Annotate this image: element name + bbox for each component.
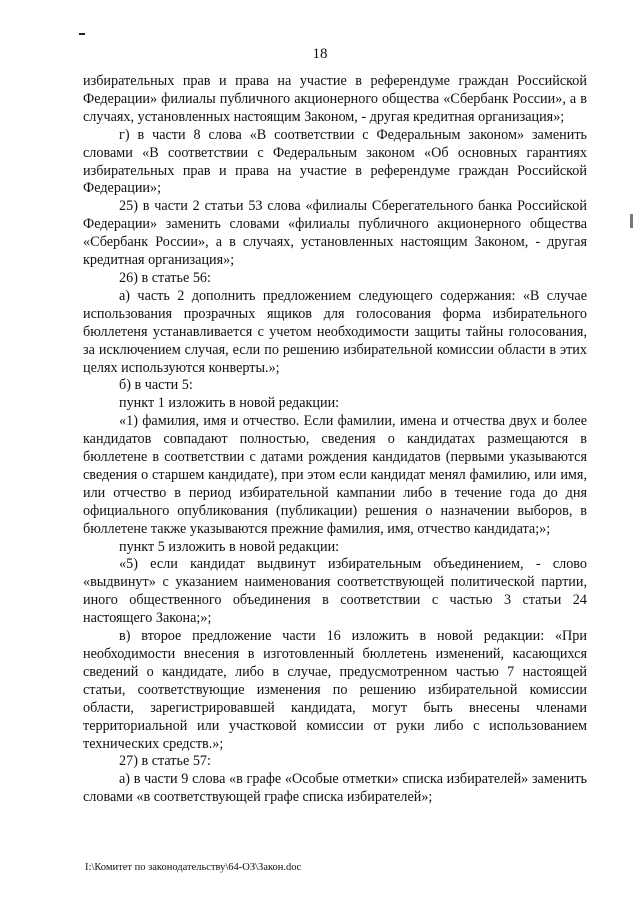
paragraph-point-1-intro: пункт 1 изложить в новой редакции: xyxy=(119,395,340,412)
paragraph-continuation: избирательных прав и права на участие в референдуме граждан Российской Федерации» филиалы публичного акционерного общества «Сбербанк России», а в случаях, установленных настоящим Законом, - другая кредитная организация»; xyxy=(83,73,587,125)
scan-artifact-mark xyxy=(79,33,85,35)
paragraph-point-1-text: «1) фамилия, имя и отчество. Если фамилии, имена и отчества двух и более кандидатов совпадают полностью, сведения о кандидатах размещаются в бюллетене в соответствии с датами рождения кандидатов (первыми указываются сведения о старшем кандидате), при этом если кандидат менял фамилию, или имя, или отчество в период избирательной кампании либо в течение года до дня официального опубликования (публикации) решения о назначении выборов, в бюллетене также указываются прежние фамилия, имя, отчество кандидата;»; xyxy=(83,413,587,537)
paragraph-item-27: 27) в статье 57: xyxy=(119,753,211,770)
document-body xyxy=(83,73,587,807)
paragraph-item-g: г) в части 8 слова «В соответствии с Федеральным законом» заменить словами «В соответствии с Федеральным законом «Об основных гарантиях избирательных прав и права на участие в референдуме граждан Российской Федерации»; xyxy=(83,126,587,197)
paragraph-item-27a: а) в части 9 слова «в графе «Особые отметки» списка избирателей» заменить словами «в соответствующей графе списка избирателей»; xyxy=(83,771,587,806)
paragraph-point-5-intro: пункт 5 изложить в новой редакции: xyxy=(119,538,340,555)
page-number: 18 xyxy=(312,46,328,62)
paragraph-item-26v: в) второе предложение части 16 изложить в новой редакции: «При необходимости внесения в изготовленный бюллетень изменений, касающихся сведений о кандидате, либо в случае, предусмотренном частью 7 настоящей статьи, соответствующие изменения по решению избирательной комиссии области, зарегистрировавшей кандидата, могут быть внесены членами территориальной или участковой комиссии от руки либо с использованием технических средств.»; xyxy=(83,628,587,752)
paragraph-item-26: 26) в статье 56: xyxy=(119,269,211,286)
paragraph-point-5-text: «5) если кандидат выдвинут избирательным объединением, - слово «выдвинут» с указанием наименования соответствующей политической партии, иного общественного объединения в соответствии с частью 3 статьи 24 настоящего Закона;»; xyxy=(83,556,587,627)
scan-artifact-side-mark xyxy=(630,214,633,228)
paragraph-item-25: 25) в части 2 статьи 53 слова «филиалы Сберегательного банка Российской Федерации» заменить словами «филиалы публичного акционерного общества «Сбербанк России», а в случаях, установленных настоящим Законом, - другая кредитная организация»; xyxy=(83,198,587,269)
footer-file-path: I:\Комитет по законодательству\64-ОЗ\Закон.doc xyxy=(85,862,302,873)
paragraph-item-26a: а) часть 2 дополнить предложением следующего содержания: «В случае использования прозрачных ящиков для голосования форма избирательного бюллетеня устанавливается с учетом необходимости защиты тайны голосования, за исключением случая, если по решению избирательной комиссии области в этих целях используются конверты.»; xyxy=(83,287,587,376)
paragraph-item-26b: б) в части 5: xyxy=(119,377,193,394)
